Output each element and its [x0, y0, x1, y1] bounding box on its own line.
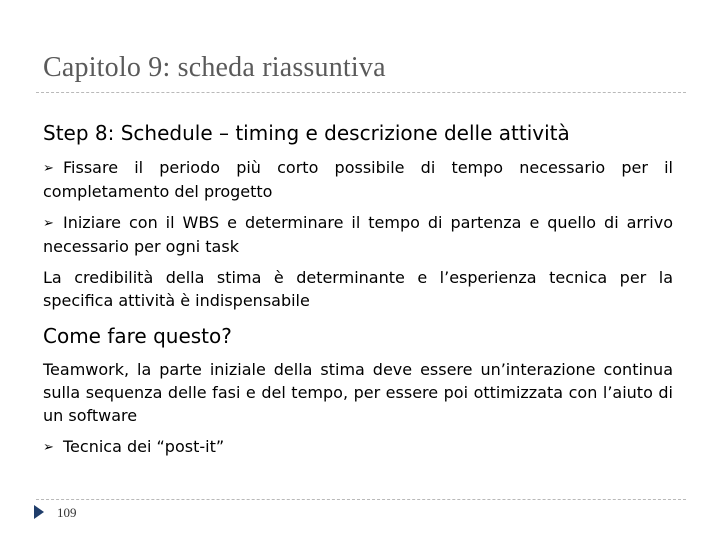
arrow-bullet-icon: ➢: [43, 440, 54, 455]
paragraph-teamwork: Teamwork, la parte iniziale della stima deve essere un’interazione continua sulla sequenza delle fasi e del tempo, per essere poi ottimizzata con l’aiuto di un software: [43, 360, 673, 425]
footer-divider: [36, 499, 686, 500]
bullet-item: [43, 156, 673, 203]
bullet-item: [43, 435, 673, 459]
bullet-text: Fissare il periodo più corto possibile di tempo necessario per il completamento del progetto: [43, 158, 673, 201]
how-heading: Come fare questo?: [43, 324, 232, 348]
step-heading: Step 8: Schedule – timing e descrizione delle attività: [43, 121, 570, 145]
arrow-bullet-icon: ➢: [43, 161, 54, 176]
page-number: 109: [57, 505, 77, 520]
bullet-item: [43, 211, 673, 258]
triangle-marker-icon: [34, 505, 44, 519]
slide-title: Capitolo 9: scheda riassuntiva: [43, 52, 386, 83]
title-divider: [36, 92, 686, 93]
arrow-bullet-icon: ➢: [43, 216, 54, 231]
bullet-text: Tecnica dei “post-it”: [63, 437, 225, 456]
paragraph-credibility: La credibilità della stima è determinante e l’esperienza tecnica per la specifica attività è indispensabile: [43, 268, 673, 310]
slide-content: [43, 114, 673, 467]
bullet-text: Iniziare con il WBS e determinare il tempo di partenza e quello di arrivo necessario per ogni task: [43, 213, 673, 256]
